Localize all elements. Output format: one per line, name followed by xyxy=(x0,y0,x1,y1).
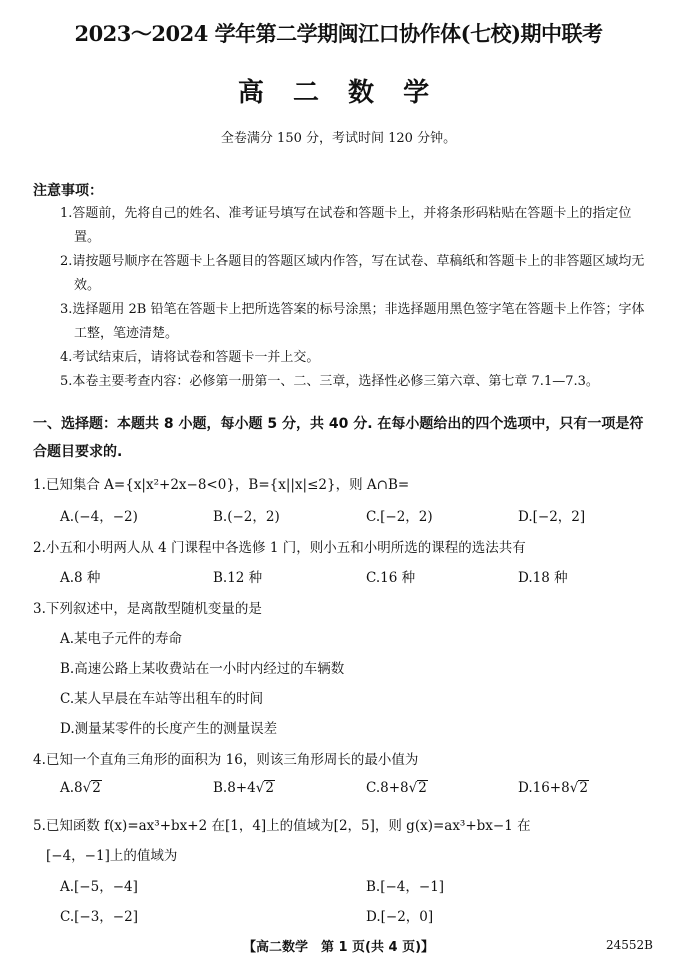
option-text: A.8 xyxy=(60,780,83,796)
question-5-option-b: B.[−4，−1] xyxy=(366,879,445,895)
question-1-option-c: C.[−2，2) xyxy=(366,509,433,525)
option-text: C.8+8 xyxy=(366,780,409,796)
question-1-stem: 1.已知集合 A={x|x²+2x−8<0}，B={x||x|≤2}，则 A∩B= xyxy=(33,477,410,493)
exam-title: 2023～2024 学年第二学期闽江口协作体(七校)期中联考 xyxy=(74,21,603,46)
question-4-option-d xyxy=(518,780,589,796)
radical-sign: √ xyxy=(408,780,418,796)
radical-sign: √ xyxy=(82,780,92,796)
question-5-option-a: A.[−5，−4] xyxy=(60,879,138,895)
question-3-option-b: B.高速公路上某收费站在一小时内经过的车辆数 xyxy=(60,661,345,677)
question-3-stem: 3.下列叙述中，是离散型随机变量的是 xyxy=(33,601,262,617)
question-5-option-d: D.[−2，0] xyxy=(366,909,434,925)
notice-item: 3.选择题用 2B 铅笔在答题卡上把所选答案的标号涂黑；非选择题用黑色签字笔在答题卡上作答；字体工整，笔迹清楚。 xyxy=(60,302,645,341)
question-3-option-a: A.某电子元件的寿命 xyxy=(60,631,183,647)
page-footer: 【高二数学 第 1 页(共 4 页)】 xyxy=(242,940,435,955)
question-4-stem: 4.已知一个直角三角形的面积为 16，则该三角形周长的最小值为 xyxy=(33,752,419,768)
option-text: B.8+4 xyxy=(213,780,256,796)
notice-item: 2.请按题号顺序在答题卡上各题目的答题区域内作答，写在试卷、草稿纸和答题卡上的非答题区域均无效。 xyxy=(60,254,645,293)
section-heading: 一、选择题：本题共 8 小题，每小题 5 分，共 40 分. 在每小题给出的四个选项中，只有一项是符合题目要求的. xyxy=(33,416,644,460)
radicand: 2 xyxy=(92,780,101,796)
question-4-option-a xyxy=(60,780,102,796)
question-3-option-d: D.测量某零件的长度产生的测量误差 xyxy=(60,721,278,737)
question-2-option-d: D.18 种 xyxy=(518,570,568,586)
question-1-option-a: A.(−4，−2) xyxy=(60,509,138,525)
question-2-option-a: A.8 种 xyxy=(60,570,101,586)
radicand: 2 xyxy=(265,780,274,796)
question-2-option-c: C.16 种 xyxy=(366,570,416,586)
question-1-option-b: B.(−2，2) xyxy=(213,509,280,525)
question-5-option-c: C.[−3，−2] xyxy=(60,909,138,925)
question-2-stem: 2.小五和小明两人从 4 门课程中各选修 1 门，则小五和小明所选的课程的选法共有 xyxy=(33,540,526,556)
radicand: 2 xyxy=(579,780,588,796)
radical-sign: √ xyxy=(569,780,579,796)
notice-list xyxy=(60,202,652,394)
question-1-option-d: D.[−2，2] xyxy=(518,509,586,525)
question-5-stem-continued: [−4，−1]上的值域为 xyxy=(46,848,178,864)
radical-sign: √ xyxy=(255,780,265,796)
notice-title: 注意事项： xyxy=(33,183,103,199)
paper-code: 24552B xyxy=(606,938,653,952)
notice-item: 5.本卷主要考查内容：必修第一册第一、二、三章，选择性必修三第六章、第七章 7.1—7.3。 xyxy=(60,374,599,389)
score-time-line: 全卷满分 150 分，考试时间 120 分钟。 xyxy=(220,131,457,146)
radicand: 2 xyxy=(418,780,427,796)
question-4-option-b xyxy=(213,780,275,796)
question-5-stem: 5.已知函数 f(x)=ax³+bx+2 在[1，4]上的值域为[2，5]，则 g(x)=ax³+bx−1 在 xyxy=(33,818,531,834)
notice-item: 4.考试结束后，请将试卷和答题卡一并上交。 xyxy=(60,350,320,365)
question-2-option-b: B.12 种 xyxy=(213,570,263,586)
question-3-option-c: C.某人早晨在车站等出租车的时间 xyxy=(60,691,264,707)
subject-title: 高 二 数 学 xyxy=(237,78,440,108)
notice-item: 1.答题前，先将自己的姓名、准考证号填写在试卷和答题卡上，并将条形码粘贴在答题卡上的指定位置。 xyxy=(60,206,632,245)
option-text: D.16+8 xyxy=(518,780,570,796)
question-4-option-c xyxy=(366,780,428,796)
